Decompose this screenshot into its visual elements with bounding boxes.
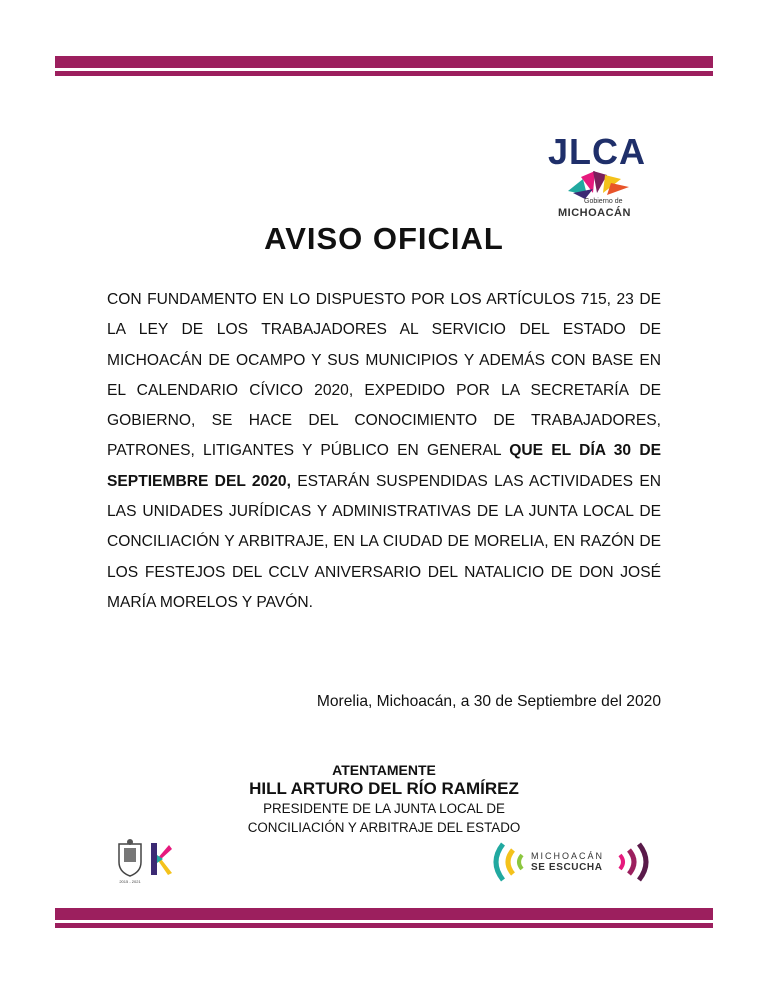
bottom-decorative-band	[55, 908, 713, 928]
signatory-name: HILL ARTURO DEL RÍO RAMÍREZ	[249, 779, 519, 798]
signature-block	[0, 762, 768, 837]
sound-waves-right-icon	[614, 840, 654, 884]
notice-body	[107, 285, 661, 618]
place-and-date: Morelia, Michoacán, a 30 de Septiembre del 2020	[316, 693, 661, 710]
signatory-role-line-2: CONCILIACIÓN Y ARBITRAJE DEL ESTADO	[247, 820, 521, 835]
notice-body-start: CON FUNDAMENTO EN LO DISPUESTO POR LOS ARTÍCULOS 715, 23 DE LA LEY DE LOS TRABAJADORES AL SERVICIO DEL ESTADO DE MICHOACÁN DE OCAMPO Y SUS MUNICIPIOS Y ADEMÁS CON BASE EN EL CALENDARIO CÍVICO 2020, EXPEDIDO POR LA SECRETARÍA DE GOBIERNO, SE HACE DEL CONOCIMIENTO DE TRABAJADORES, PATRONES, LITIGANTES Y PÚBLICO EN GENERAL	[107, 291, 661, 460]
signatory-role-line-1: PRESIDENTE DE LA JUNTA LOCAL DE	[263, 801, 505, 816]
document-title: AVISO OFICIAL	[264, 221, 504, 256]
top-decorative-band	[55, 56, 713, 76]
michoacan-se-escucha-logo	[489, 840, 654, 884]
campaign-line-1: MICHOACÁN	[531, 851, 605, 861]
closing-word: ATENTAMENTE	[332, 762, 436, 778]
k-brand-icon	[149, 841, 173, 877]
notice-body-end: ESTARÁN SUSPENDIDAS LAS ACTIVIDADES EN LAS UNIDADES JURÍDICAS Y ADMINISTRATIVAS DE LA JUNTA LOCAL DE CONCILIACIÓN Y ARBITRAJE, EN LA CIUDAD DE MORELIA, EN RAZÓN DE LOS FESTEJOS DEL CCLV ANIVERSARIO DEL NATALICIO DE DON JOSÉ MARÍA MORELOS Y PAVÓN.	[107, 472, 661, 611]
notice-body-date-highlight: QUE EL DÍA 30 DE SEPTIEMBRE DEL 2020,	[107, 442, 661, 490]
jlca-logo-subtitle: Gobierno de	[584, 198, 623, 205]
jlca-logo-word: JLCA	[548, 131, 647, 172]
sound-waves-left-icon	[489, 840, 529, 884]
seal-years: 2015 - 2021	[119, 879, 141, 884]
campaign-line-2: SE ESCUCHA	[531, 862, 603, 873]
michoacan-butterfly-icon	[563, 169, 633, 199]
jlca-logo	[548, 131, 658, 221]
jlca-logo-state: MICHOACÁN	[558, 207, 631, 219]
government-seal-icon	[115, 838, 145, 884]
